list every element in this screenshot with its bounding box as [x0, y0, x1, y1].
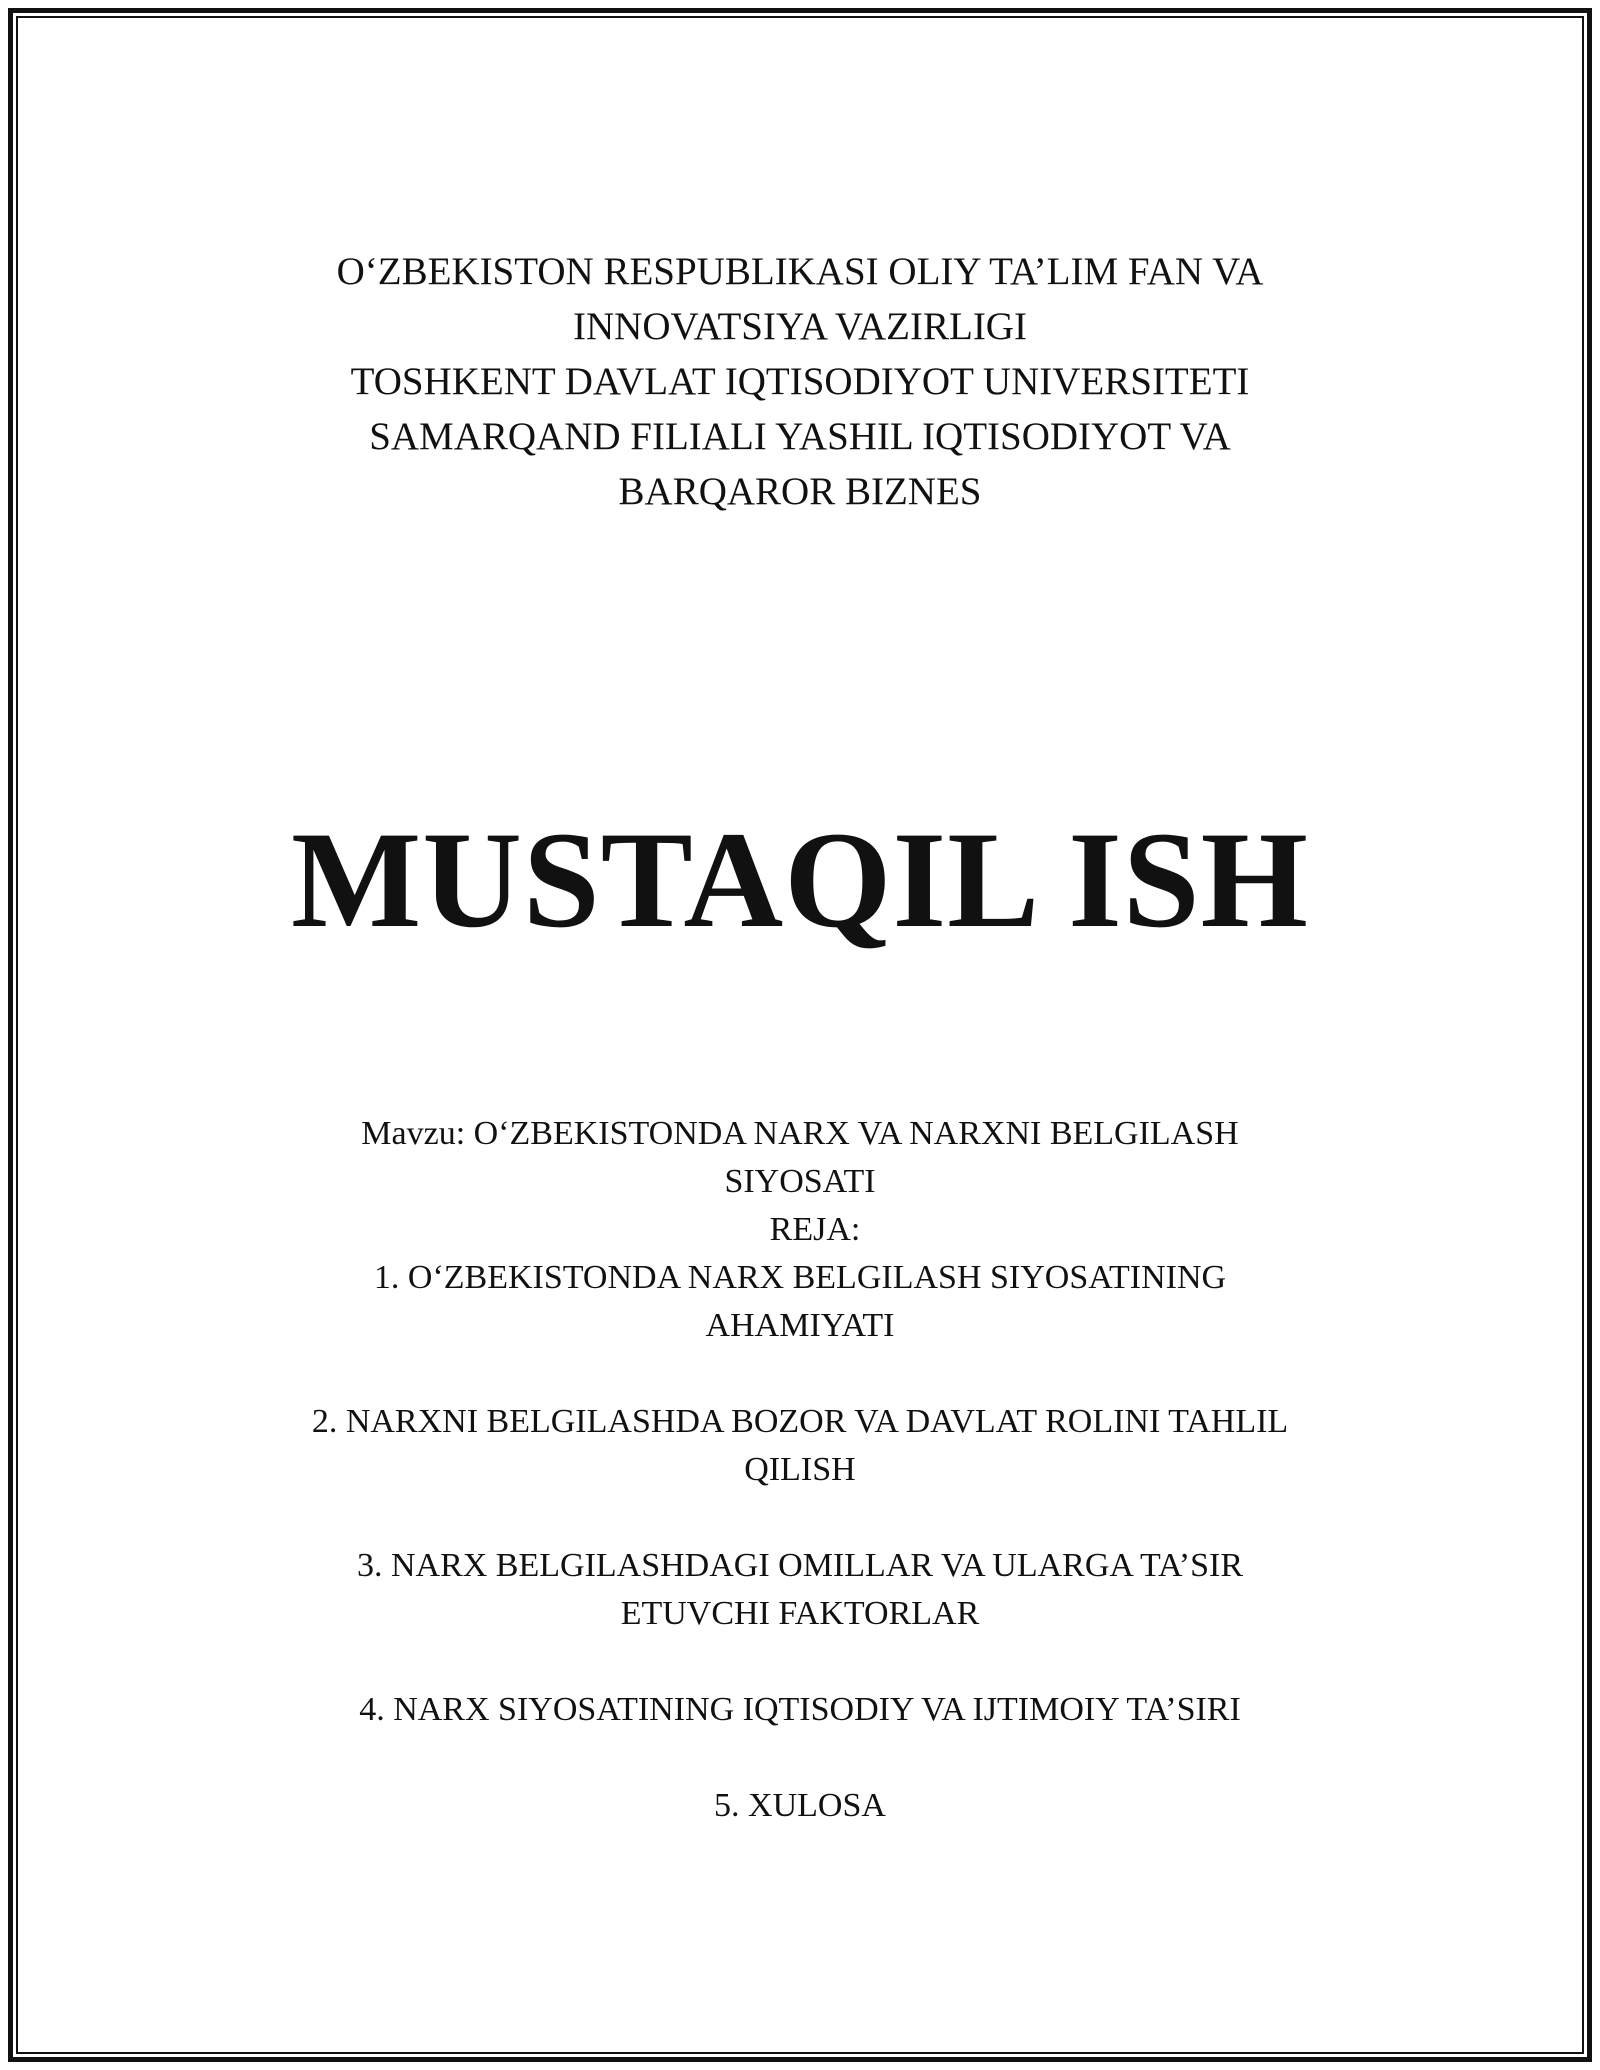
spacer [200, 1638, 1400, 1686]
plan-item-3 [200, 1542, 1400, 1638]
document-title: MUSTAQIL ISH [291, 803, 1309, 956]
topic-and-plan [200, 1110, 1400, 1830]
plan-item-text: 2. NARXNI BELGILASHDA BOZOR VA DAVLAT ROLINI TAHLIL [311, 1403, 1289, 1440]
plan-item-text: 3. NARX BELGILASHDAGI OMILLAR VA ULARGA TA’SIR [356, 1547, 1244, 1584]
header-line: BARQAROR BIZNES [618, 470, 982, 513]
plan-heading: REJA: [769, 1211, 861, 1248]
plan-item-text: 4. NARX SIYOSATINING IQTISODIY VA IJTIMOIY TA’SIRI [359, 1691, 1241, 1728]
plan-item-5 [200, 1782, 1400, 1830]
institution-header [200, 244, 1400, 519]
header-line: SAMARQAND FILIALI YASHIL IQTISODIYOT VA [369, 415, 1231, 458]
spacer [200, 1350, 1400, 1398]
topic-line: Mavzu: O‘ZBEKISTONDA NARX VA NARXNI BELGILASH [361, 1115, 1239, 1152]
plan-item-text: AHAMIYATI [705, 1307, 895, 1344]
plan-item-text: QILISH [744, 1451, 856, 1488]
plan-item-1 [200, 1254, 1400, 1350]
spacer [200, 1734, 1400, 1782]
header-line: INNOVATSIYA VAZIRLIGI [573, 305, 1027, 348]
plan-item-text: ETUVCHI FAKTORLAR [620, 1595, 980, 1632]
spacer [200, 1494, 1400, 1542]
plan-item-4 [200, 1686, 1400, 1734]
plan-item-2 [200, 1398, 1400, 1494]
plan-item-text: 5. XULOSA [714, 1787, 886, 1824]
topic-line: SIYOSATI [724, 1163, 876, 1200]
header-line: TOSHKENT DAVLAT IQTISODIYOT UNIVERSITETI [350, 360, 1250, 403]
header-line: O‘ZBEKISTON RESPUBLIKASI OLIY TA’LIM FAN VA [336, 250, 1264, 293]
plan-item-text: 1. O‘ZBEKISTONDA NARX BELGILASH SIYOSATINING [373, 1259, 1227, 1296]
